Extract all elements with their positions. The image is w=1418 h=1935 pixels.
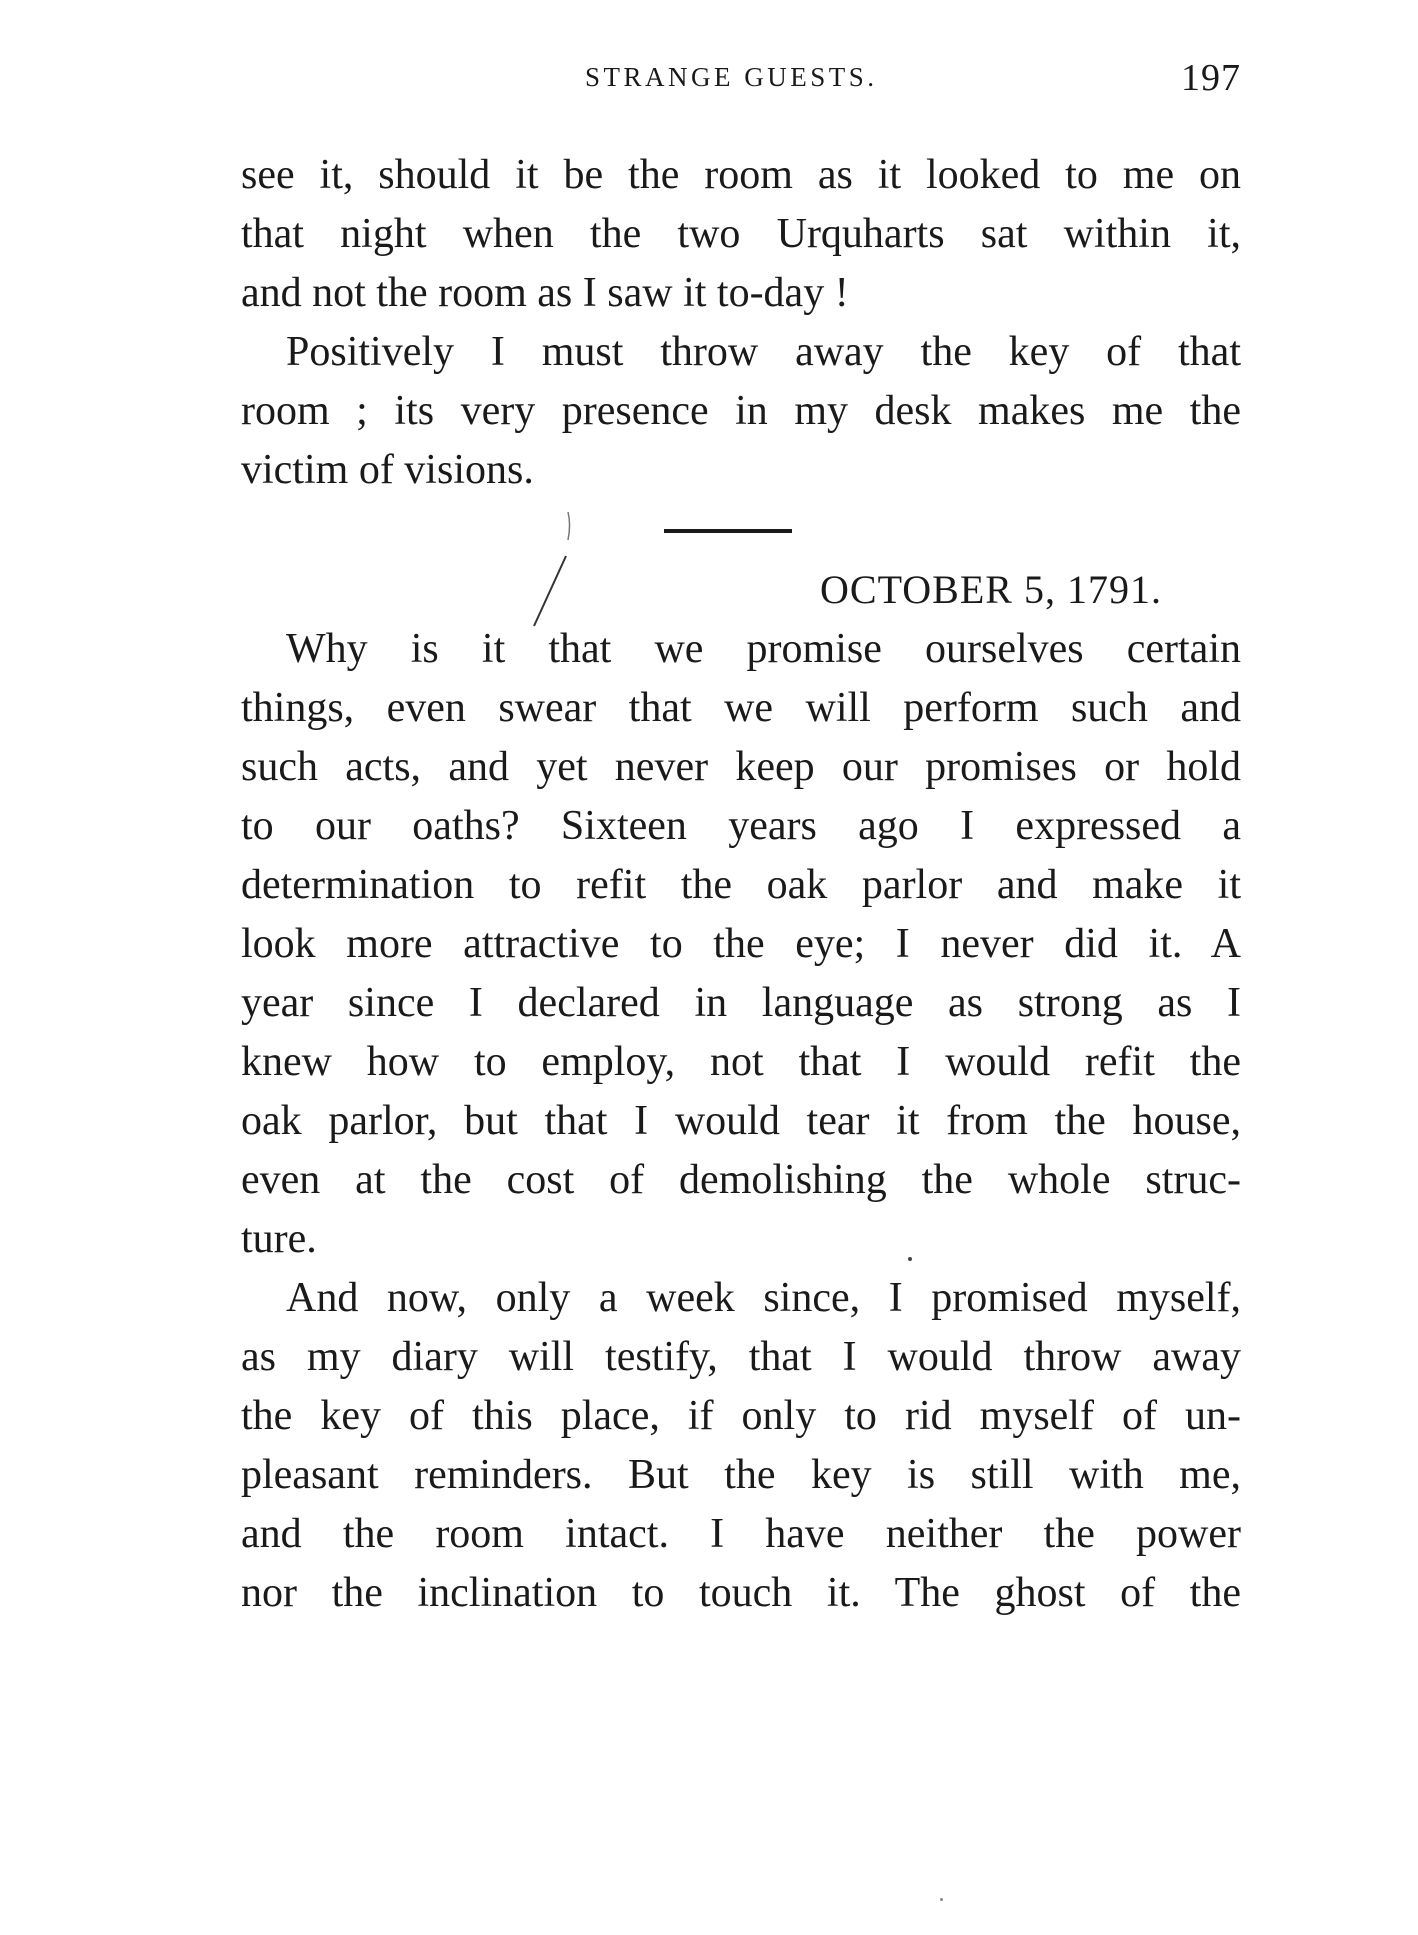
text-line: as my diary will testify, that I would throw away <box>241 1334 1241 1380</box>
paragraph-block-2 <box>241 620 1241 1623</box>
running-head <box>241 57 1241 102</box>
text-line: year since I declared in language as strong as I <box>241 980 1241 1026</box>
text-line: see it, should it be the room as it looked to me on <box>241 152 1241 198</box>
text-line: look more attractive to the eye; I never did it. A <box>241 921 1241 967</box>
text-line: knew how to employ, not that I would refit the <box>241 1039 1241 1085</box>
text-line: and not the room as I saw it to-day ! <box>241 270 849 316</box>
text-line: things, even swear that we will perform such and <box>241 685 1241 731</box>
page-number: 197 <box>1181 57 1241 99</box>
ink-speck <box>908 1257 912 1261</box>
dateline: OCTOBER 5, 1791. <box>820 567 1162 612</box>
text-line: victim of visions. <box>241 447 534 493</box>
text-line: oak parlor, but that I would tear it from the house, <box>241 1098 1241 1144</box>
text-line: the key of this place, if only to rid myself of un- <box>241 1393 1241 1439</box>
text-line: And now, only a week since, I promised myself, <box>286 1275 1241 1321</box>
ink-speck <box>940 1898 943 1901</box>
section-divider <box>664 529 792 533</box>
text-line: determination to refit the oak parlor and make it <box>241 862 1241 908</box>
paragraph-block-1 <box>241 146 1241 500</box>
text-line: nor the inclination to touch it. The ghost of the <box>241 1570 1241 1616</box>
text-line: and the room intact. I have neither the power <box>241 1511 1241 1557</box>
text-line: ture. <box>241 1216 317 1262</box>
text-line: that night when the two Urquharts sat within it, <box>241 211 1241 257</box>
text-line: Why is it that we promise ourselves certain <box>286 626 1241 672</box>
text-line: such acts, and yet never keep our promises or hold <box>241 744 1241 790</box>
text-line: Positively I must throw away the key of that <box>286 329 1241 375</box>
text-line: room ; its very presence in my desk makes me the <box>241 388 1241 434</box>
running-title: STRANGE GUESTS. <box>585 62 878 92</box>
pencil-mark-icon <box>520 510 580 630</box>
text-line: pleasant reminders. But the key is still with me, <box>241 1452 1241 1498</box>
text-line: to our oaths? Sixteen years ago I expressed a <box>241 803 1241 849</box>
text-line: even at the cost of demolishing the whole struc- <box>241 1157 1241 1203</box>
